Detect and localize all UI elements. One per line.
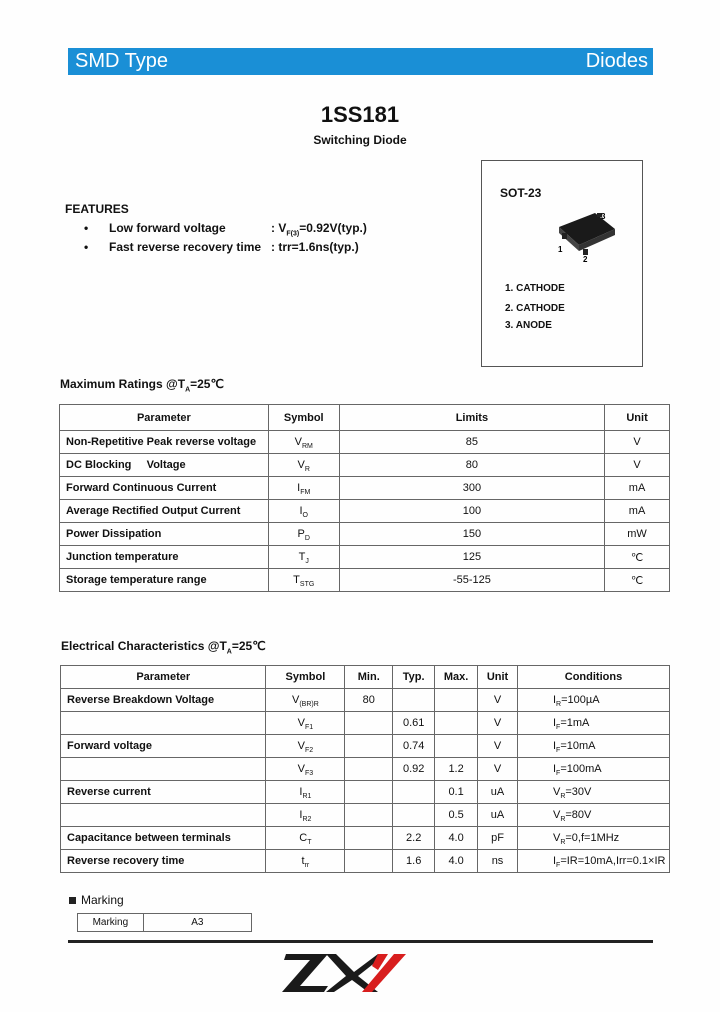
symbol-cell: $t_{rr}$	[266, 850, 345, 873]
symbol-cell: $C_T$	[266, 827, 345, 850]
min-cell: 80	[345, 689, 393, 712]
elec-heading: Electrical Characteristics $@T_A=25℃$	[61, 639, 266, 656]
param-cell: Reverse recovery time	[61, 850, 266, 873]
param-cell: Reverse current	[61, 781, 266, 804]
table-row	[60, 523, 670, 546]
typ-cell	[393, 781, 435, 804]
table-row	[61, 735, 670, 758]
symbol-cell: $I_{R1}$	[266, 781, 345, 804]
param-cell: Junction temperature	[60, 546, 269, 569]
unit-cell: V	[478, 758, 518, 781]
limit-cell: 125	[339, 546, 604, 569]
table-row	[60, 454, 670, 477]
part-number: 1SS181	[320, 102, 400, 127]
symbol-cell: $I_{R2}$	[266, 804, 345, 827]
symbol-cell: $T_J$	[268, 546, 339, 569]
condition-cell: $I_F=1mA$	[517, 712, 669, 735]
limit-cell: 100	[339, 500, 604, 523]
col-header: Unit	[478, 666, 518, 689]
feature-value: : trr=1.6ns(typ.)	[271, 240, 359, 254]
pin-label: 1. CATHODE	[505, 283, 565, 294]
col-header: Min.	[345, 666, 393, 689]
col-header: Unit	[605, 405, 670, 431]
svg-text:ZXY: ZXY	[282, 950, 284, 951]
limit-cell: 300	[339, 477, 604, 500]
features-heading: FEATURES	[65, 202, 129, 216]
max-cell	[435, 712, 478, 735]
feature-value: : $V_{F(3)}=0.92V(typ.)$	[271, 221, 367, 238]
feature-label: Low forward voltage	[109, 221, 226, 235]
table-row	[60, 431, 670, 454]
unit-cell: ℃	[605, 546, 670, 569]
param-cell: Forward Continuous Current	[60, 477, 269, 500]
typ-cell: 0.74	[393, 735, 435, 758]
part-description: Switching Diode	[313, 133, 407, 147]
param-cell: Forward voltage	[61, 735, 266, 758]
unit-cell: uA	[478, 804, 518, 827]
pin-label: 2. CATHODE	[505, 303, 565, 314]
max-cell: 1.2	[435, 758, 478, 781]
symbol-cell: $I_O$	[268, 500, 339, 523]
col-header: Symbol	[266, 666, 345, 689]
unit-cell: pF	[478, 827, 518, 850]
limit-cell: 150	[339, 523, 604, 546]
param-cell: Capacitance between terminals	[61, 827, 266, 850]
unit-cell: ℃	[605, 569, 670, 592]
col-header: Max.	[435, 666, 478, 689]
marking-value: A3	[143, 914, 251, 932]
param-cell: Power Dissipation	[60, 523, 269, 546]
table-row	[61, 758, 670, 781]
max-cell	[435, 689, 478, 712]
typ-cell	[393, 689, 435, 712]
footer-rule	[68, 940, 653, 943]
typ-cell: 1.6	[393, 850, 435, 873]
pin-label: 3. ANODE	[505, 320, 552, 331]
typ-cell	[393, 804, 435, 827]
min-cell	[345, 804, 393, 827]
param-cell: DC Blocking Voltage	[60, 454, 269, 477]
col-header: Parameter	[61, 666, 266, 689]
header-bar	[68, 48, 653, 75]
param-cell	[61, 804, 266, 827]
param-cell: Storage temperature range	[60, 569, 269, 592]
symbol-cell: $V_{F2}$	[266, 735, 345, 758]
min-cell	[345, 758, 393, 781]
marking-label: Marking	[78, 914, 144, 932]
condition-cell: $I_F=100mA$	[517, 758, 669, 781]
table-row	[60, 500, 670, 523]
min-cell	[345, 781, 393, 804]
unit-cell: uA	[478, 781, 518, 804]
unit-cell: V	[478, 712, 518, 735]
bullet: •	[84, 240, 89, 254]
table-row	[61, 712, 670, 735]
limit-cell: 85	[339, 431, 604, 454]
limit-cell: -55-125	[339, 569, 604, 592]
pin-number: 3	[601, 212, 606, 221]
table-row	[61, 850, 670, 873]
unit-cell: ns	[478, 850, 518, 873]
condition-cell: $I_F=IR=10mA,Irr=0.1\times IR$	[517, 850, 669, 873]
zxy-logo	[282, 950, 412, 994]
max-ratings-table	[59, 404, 670, 592]
unit-cell: mW	[605, 523, 670, 546]
col-header: Typ.	[393, 666, 435, 689]
col-header: Symbol	[268, 405, 339, 431]
param-cell: Non-Repetitive Peak reverse voltage	[60, 431, 269, 454]
typ-cell: 0.61	[393, 712, 435, 735]
symbol-cell: $V_{F3}$	[266, 758, 345, 781]
table-row	[60, 546, 670, 569]
table-row	[61, 781, 670, 804]
table-row	[61, 827, 670, 850]
symbol-cell: $T_{STG}$	[268, 569, 339, 592]
pin-number: 1	[558, 245, 563, 254]
symbol-cell: $V_{RM}$	[268, 431, 339, 454]
symbol-cell: $I_{FM}$	[268, 477, 339, 500]
package-name: SOT-23	[500, 186, 542, 200]
typ-cell: 0.92	[393, 758, 435, 781]
square-bullet-icon	[69, 897, 76, 904]
unit-cell: V	[605, 454, 670, 477]
limit-cell: 80	[339, 454, 604, 477]
max-cell: 0.5	[435, 804, 478, 827]
condition-cell: $I_F=10mA$	[517, 735, 669, 758]
marking-table	[77, 913, 252, 932]
min-cell	[345, 735, 393, 758]
min-cell	[345, 712, 393, 735]
max-ratings-heading: Maximum Ratings $@T_A=25℃$	[60, 377, 224, 394]
symbol-cell: $V_{(BR)R}$	[266, 689, 345, 712]
param-cell	[61, 758, 266, 781]
col-header: Parameter	[60, 405, 269, 431]
condition-cell: $V_R=30V$	[517, 781, 669, 804]
unit-cell: mA	[605, 477, 670, 500]
condition-cell: $I_R=100\mu A$	[517, 689, 669, 712]
param-cell: Average Rectified Output Current	[60, 500, 269, 523]
table-row	[61, 804, 670, 827]
col-header: Conditions	[517, 666, 669, 689]
max-cell: 4.0	[435, 850, 478, 873]
param-cell: Reverse Breakdown Voltage	[61, 689, 266, 712]
elec-char-table	[60, 665, 670, 873]
unit-cell: V	[605, 431, 670, 454]
min-cell	[345, 850, 393, 873]
max-cell: 0.1	[435, 781, 478, 804]
feature-label: Fast reverse recovery time	[109, 240, 262, 254]
col-header: Limits	[339, 405, 604, 431]
marking-heading: Marking	[69, 893, 124, 907]
unit-cell: V	[478, 689, 518, 712]
min-cell	[345, 827, 393, 850]
symbol-cell: $V_R$	[268, 454, 339, 477]
symbol-cell: $P_D$	[268, 523, 339, 546]
condition-cell: $V_R=0,f=1MHz$	[517, 827, 669, 850]
unit-cell: V	[478, 735, 518, 758]
typ-cell: 2.2	[393, 827, 435, 850]
header-left: SMD Type	[75, 50, 168, 72]
pin-number: 2	[583, 255, 588, 263]
header-right: Diodes	[585, 50, 648, 72]
param-cell	[61, 712, 266, 735]
sot23-package-icon	[553, 205, 623, 263]
table-row	[61, 689, 670, 712]
max-cell	[435, 735, 478, 758]
unit-cell: mA	[605, 500, 670, 523]
condition-cell: $V_R=80V$	[517, 804, 669, 827]
symbol-cell: $V_{F1}$	[266, 712, 345, 735]
table-row	[60, 477, 670, 500]
bullet: •	[84, 221, 89, 235]
max-cell: 4.0	[435, 827, 478, 850]
table-row	[60, 569, 670, 592]
